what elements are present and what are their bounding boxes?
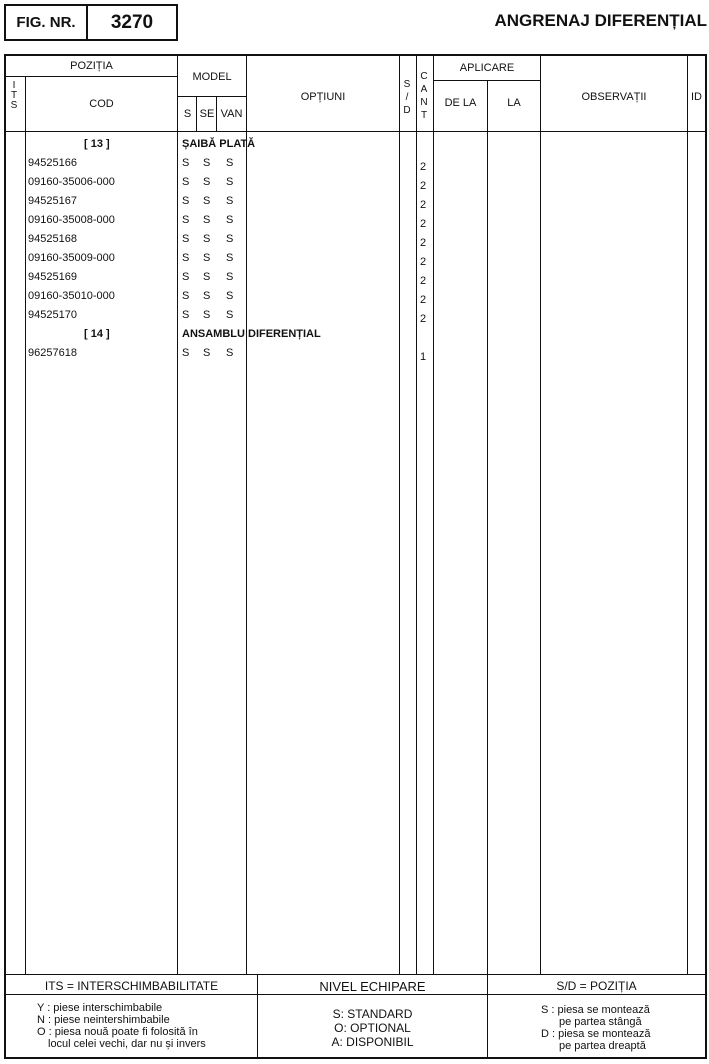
model-van-value: S [226, 252, 234, 264]
part-code: 09160-35008-000 [28, 214, 115, 226]
header-id: ID [691, 91, 702, 103]
part-code: 96257618 [28, 347, 77, 359]
header-sd: S / D [403, 79, 411, 116]
model-se-value: S [203, 176, 211, 188]
model-s-value: S [182, 347, 190, 359]
model-col-line [246, 56, 247, 974]
header-cant: C A N T [420, 71, 428, 121]
model-s-value: S [182, 195, 190, 207]
quantity-value: 2 [420, 237, 427, 249]
header-observatii: OBSERVAȚII [581, 91, 647, 103]
part-code: 94525169 [28, 271, 77, 283]
header-model-se: SE [199, 108, 215, 120]
pozitia-underline [6, 76, 177, 77]
header-model: MODEL [192, 71, 232, 83]
its-col-line [25, 76, 26, 974]
header-aplicare: APLICARE [459, 62, 515, 74]
model-se-value: S [203, 195, 211, 207]
model-se-value: S [203, 271, 211, 283]
model-s-value: S [182, 309, 190, 321]
model-van-value: S [226, 271, 234, 283]
model-se-value: S [203, 214, 211, 226]
footer-title-divider [6, 994, 705, 995]
quantity-value: 2 [420, 313, 427, 325]
figure-label: FIG. NR. [16, 14, 76, 31]
model-se-value: S [203, 290, 211, 302]
model-s-value: S [182, 157, 190, 169]
header-divider [6, 131, 705, 132]
header-la: LA [507, 97, 521, 109]
header-optiuni: OPȚIUNI [300, 91, 346, 103]
quantity-value: 1 [420, 351, 427, 363]
sd-col-line [416, 56, 417, 974]
model-van-value: S [226, 309, 234, 321]
part-code: 94525170 [28, 309, 77, 321]
model-van-value: S [226, 347, 234, 359]
group-position: [ 13 ] [84, 138, 110, 150]
header-cod: COD [89, 98, 114, 110]
header-model-s: S [183, 108, 192, 120]
part-code: 94525166 [28, 157, 77, 169]
header-model-van: VAN [220, 108, 243, 120]
model-s-value: S [182, 290, 190, 302]
footer-its-legend: Y : piese interschimbabile N : piese neintershimbabile O : piesa nouă poate fi folosită în locul celei vechi, dar nu și invers [37, 1002, 206, 1050]
group-position: [ 14 ] [84, 328, 110, 340]
model-van-value: S [226, 290, 234, 302]
model-van-value: S [226, 214, 234, 226]
part-code: 94525168 [28, 233, 77, 245]
parts-table [4, 54, 707, 1059]
quantity-value: 2 [420, 294, 427, 306]
cant-col-line [433, 56, 434, 974]
header-its: I T S [10, 80, 18, 111]
part-code: 09160-35009-000 [28, 252, 115, 264]
model-van-value: S [226, 233, 234, 245]
model-van-value: S [226, 157, 234, 169]
model-se-value: S [203, 157, 211, 169]
quantity-value: 2 [420, 256, 427, 268]
quantity-value: 2 [420, 218, 427, 230]
model-se-value: S [203, 252, 211, 264]
model-underline [178, 96, 246, 97]
group-name: ȘAIBĂ PLATĂ [182, 138, 256, 150]
part-code: 94525167 [28, 195, 77, 207]
footer-divider [6, 974, 705, 975]
footer-sd-title: S/D = POZIȚIA [556, 979, 637, 993]
model-se-value: S [203, 347, 211, 359]
la-col-line [540, 56, 541, 974]
footer-nivel-legend: S: STANDARD O: OPTIONAL A: DISPONIBIL [331, 1007, 414, 1049]
optiuni-col-line [399, 56, 400, 974]
header-de-la: DE LA [444, 97, 477, 109]
model-se-value: S [203, 309, 211, 321]
footer-its-title: ITS = INTERSCHIMBABILITATE [44, 979, 219, 993]
figure-number: 3270 [110, 11, 154, 33]
model-s-value: S [182, 271, 190, 283]
model-van-value: S [226, 195, 234, 207]
dela-col-line [487, 80, 488, 974]
model-se-value: S [203, 233, 211, 245]
model-s-value: S [182, 176, 190, 188]
header-pozitia: POZIȚIA [70, 60, 113, 72]
quantity-value: 2 [420, 180, 427, 192]
cod-col-line [177, 56, 178, 974]
part-code: 09160-35006-000 [28, 176, 115, 188]
quantity-value: 2 [420, 275, 427, 287]
model-s-value: S [182, 233, 190, 245]
quantity-value: 2 [420, 161, 427, 173]
obs-col-line [687, 56, 688, 974]
model-s-value: S [182, 252, 190, 264]
footer-nivel-title: NIVEL ECHIPARE [319, 979, 426, 994]
page-title: ANGRENAJ DIFERENȚIAL [494, 11, 707, 30]
footer-sd-legend: S : piesa se montează pe partea stângă D : piesa se montează pe partea dreaptă [541, 1004, 651, 1052]
quantity-value: 2 [420, 199, 427, 211]
group-name: ANSAMBLU DIFERENȚIAL [182, 328, 321, 340]
model-s-value: S [182, 214, 190, 226]
part-code: 09160-35010-000 [28, 290, 115, 302]
model-van-value: S [226, 176, 234, 188]
